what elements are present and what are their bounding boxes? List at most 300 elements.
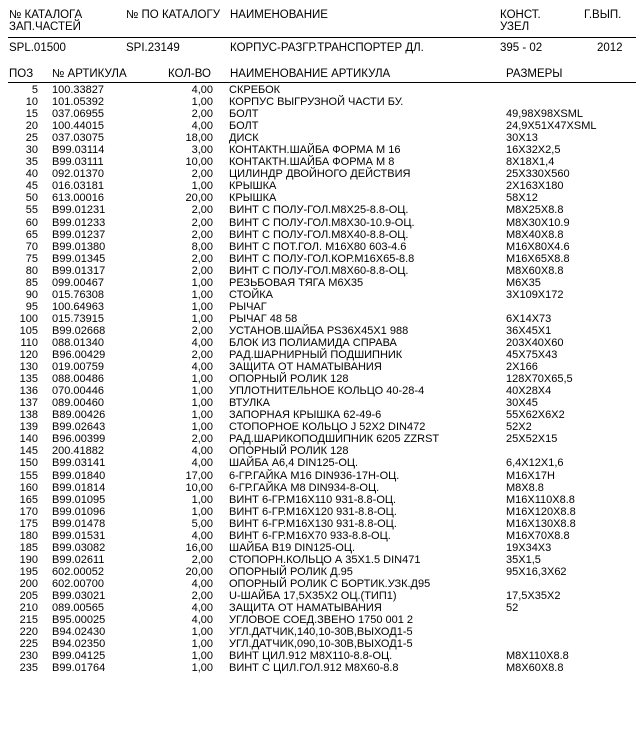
table-row <box>0 144 644 156</box>
row-article-number: 101.05392 <box>52 96 104 109</box>
row-article-number: B99.01478 <box>52 517 106 530</box>
row-pos: 220 <box>19 626 38 639</box>
table-row <box>0 180 644 192</box>
row-pos: 130 <box>19 361 38 374</box>
row-article-name: ВИНТ 6-ГР.М16X120 931-8.8-ОЦ. <box>229 505 397 518</box>
row-article-name: СКРЕБОК <box>229 84 281 96</box>
row-article-name: ДИСК <box>229 132 259 145</box>
row-pos: 160 <box>19 481 38 494</box>
row-quantity: 2,00 <box>191 589 213 602</box>
row-dimensions: M16X130X8.8 <box>506 517 576 530</box>
row-pos: 50 <box>25 192 38 205</box>
row-article-name: УПЛОТНИТЕЛЬНОЕ КОЛЬЦО 40-28-4 <box>229 385 425 398</box>
row-article-name: ОПОРНЫЙ РОЛИК Д.95 <box>229 565 353 578</box>
row-dimensions: 40X28X4 <box>506 385 552 398</box>
row-dimensions: 203X40X60 <box>506 336 564 349</box>
row-article-number: B99.03021 <box>52 589 106 602</box>
row-dimensions: M8X8.8 <box>506 481 544 494</box>
row-pos: 155 <box>19 469 38 482</box>
row-quantity: 1,00 <box>191 505 213 518</box>
row-quantity: 4,00 <box>191 84 213 96</box>
table-row <box>0 277 644 289</box>
row-pos: 60 <box>25 216 38 229</box>
row-article-name: ШАЙБА А6,4 DIN125-ОЦ. <box>229 457 359 470</box>
unit-value: 395 - 02 <box>500 42 543 54</box>
row-article-name: ВИНТ С ПОЛУ-ГОЛ.КОР.М16X65-8.8 <box>229 252 415 265</box>
row-quantity: 1,00 <box>191 421 213 434</box>
row-article-number: B99.01231 <box>52 204 106 217</box>
row-article-number: 037.06955 <box>52 108 104 121</box>
row-article-name: U-ШАЙБА 17,5X35X2 ОЦ.(ТИП1) <box>229 589 397 602</box>
row-quantity: 2,00 <box>191 216 213 229</box>
row-dimensions: 49,98X98XSML <box>506 108 584 121</box>
row-pos: 230 <box>19 650 38 663</box>
row-quantity: 18,00 <box>185 132 213 145</box>
table-row <box>0 662 644 674</box>
row-article-name: ВИНТ 6-ГР.М16X110 931-8.8-ОЦ. <box>229 493 397 506</box>
row-article-name: ШАЙБА B19 DIN125-ОЦ. <box>229 541 356 554</box>
row-pos: 30 <box>25 144 38 157</box>
unit-label: КОНСТ. УЗЕЛ <box>500 9 541 33</box>
row-quantity: 1,00 <box>191 385 213 398</box>
row-article-name: УСТАНОВ.ШАЙБА PS36X45X1 988 <box>229 324 409 337</box>
row-pos: 10 <box>25 96 38 109</box>
row-article-name: СТОПОРНОЕ КОЛЬЦО J 52X2 DIN472 <box>229 421 426 434</box>
row-dimensions: M8X40X8.8 <box>506 228 564 241</box>
row-article-name: ВИНТ С ПОЛУ-ГОЛ.М8X25-8.8-ОЦ. <box>229 204 409 217</box>
row-article-number: B99.01237 <box>52 228 106 241</box>
by-catalog-label: № ПО КАТАЛОГУ <box>126 9 220 21</box>
row-quantity: 4,00 <box>191 577 213 590</box>
row-article-number: 099.00467 <box>52 276 104 289</box>
row-dimensions: M8X25X8.8 <box>506 204 564 217</box>
row-quantity: 20,00 <box>185 192 213 205</box>
row-pos: 185 <box>19 541 38 554</box>
row-article-number: 089.00460 <box>52 397 104 410</box>
column-header-pos: ПОЗ <box>9 68 34 80</box>
table-row <box>0 421 644 433</box>
row-article-number: 200.41882 <box>52 445 104 458</box>
row-pos: 90 <box>25 288 38 301</box>
row-dimensions: 19X34X3 <box>506 541 552 554</box>
row-dimensions: 25X330X560 <box>506 168 570 181</box>
row-quantity: 5,00 <box>191 517 213 530</box>
row-dimensions: 2X163X180 <box>506 180 564 193</box>
row-article-name: 6-ГР.ГАЙКА М16 DIN936-17Н-ОЦ. <box>229 469 400 482</box>
row-quantity: 1,00 <box>191 638 213 651</box>
row-article-number: 088.00486 <box>52 373 104 386</box>
table-row <box>0 626 644 638</box>
row-dimensions: M16X65X8.8 <box>506 252 570 265</box>
table-row <box>0 590 644 602</box>
row-article-name: РЫЧАГ 48 58 <box>229 312 298 325</box>
row-article-name: ВИНТ ЦИЛ.912 М8X110-8.8-ОЦ. <box>229 650 393 663</box>
row-pos: 75 <box>25 252 38 265</box>
row-pos: 20 <box>25 120 38 133</box>
row-quantity: 4,00 <box>191 336 213 349</box>
row-article-name: ЦИЛИНДР ДВОЙНОГО ДЕЙСТВИЯ <box>229 168 411 181</box>
row-pos: 110 <box>20 336 38 349</box>
row-article-number: 015.73915 <box>52 312 104 325</box>
row-article-name: СТОЙКА <box>229 288 274 301</box>
row-pos: 180 <box>19 529 38 542</box>
table-row <box>0 578 644 590</box>
row-quantity: 1,00 <box>191 300 213 313</box>
row-article-number: B99.02668 <box>52 324 106 337</box>
row-pos: 35 <box>25 156 38 169</box>
row-article-name: ВИНТ С ПОЛУ-ГОЛ.М8X60-8.8-ОЦ. <box>229 264 409 277</box>
row-dimensions: M8X60X8.8 <box>506 264 564 277</box>
row-article-name: ОПОРНЫЙ РОЛИК С БОРТИК.УЗК.Д95 <box>229 577 431 590</box>
row-pos: 210 <box>19 602 38 615</box>
row-article-number: B99.01764 <box>52 662 106 675</box>
row-dimensions: M6X35 <box>506 276 541 289</box>
row-dimensions: 3X109X172 <box>506 288 564 301</box>
table-row <box>0 518 644 530</box>
row-pos: 55 <box>25 204 38 217</box>
row-article-number: B99.03114 <box>52 144 105 157</box>
table-row <box>0 229 644 241</box>
table-row <box>0 554 644 566</box>
row-article-name: КОНТАКТН.ШАЙБА ФОРМА М 8 <box>229 156 395 169</box>
row-dimensions: 52 <box>506 602 519 615</box>
row-article-number: B89.00426 <box>52 409 106 422</box>
row-quantity: 2,00 <box>191 204 213 217</box>
row-pos: 120 <box>19 349 38 362</box>
row-article-number: B99.01345 <box>52 252 106 265</box>
row-quantity: 17,00 <box>185 469 213 482</box>
table-row <box>0 361 644 373</box>
row-quantity: 4,00 <box>191 445 213 458</box>
row-dimensions: 58X12 <box>506 192 538 205</box>
row-dimensions: M8X30X10.9 <box>506 216 570 229</box>
row-article-number: B99.02643 <box>52 421 106 434</box>
row-article-name: СТОПОРН.КОЛЬЦО А 35X1.5 DIN471 <box>229 553 421 566</box>
table-row <box>0 168 644 180</box>
row-article-number: B99.01095 <box>52 493 106 506</box>
row-dimensions: M16X80X4.6 <box>506 240 570 253</box>
table-row <box>0 530 644 542</box>
row-pos: 100 <box>19 312 38 325</box>
row-pos: 175 <box>19 517 38 530</box>
table-row <box>0 602 644 614</box>
name-value: КОРПУС-РАЗГР.ТРАНСПОРТЕР ДЛ. <box>230 42 424 54</box>
catalog-number-label: № КАТАЛОГА ЗАП.ЧАСТЕЙ <box>9 9 83 33</box>
row-pos: 136 <box>19 385 38 398</box>
row-article-name: ВТУЛКА <box>229 397 270 410</box>
row-pos: 200 <box>19 577 38 590</box>
row-dimensions: 35X1,5 <box>506 553 541 566</box>
row-article-number: B99.01814 <box>52 481 106 494</box>
row-article-name: КОНТАКТН.ШАЙБА ФОРМА М 16 <box>229 144 401 157</box>
row-dimensions: 55X62X6X2 <box>506 409 565 422</box>
row-quantity: 1,00 <box>191 493 213 506</box>
table-row <box>0 253 644 265</box>
row-article-number: 100.33827 <box>52 84 104 96</box>
table-row <box>0 542 644 554</box>
row-pos: 45 <box>25 180 38 193</box>
row-quantity: 4,00 <box>191 457 213 470</box>
row-dimensions: M8X60X8.8 <box>506 662 564 675</box>
row-article-number: 019.00759 <box>52 361 104 374</box>
row-article-name: ВИНТ С ПОЛУ-ГОЛ.М8X30-10.9-ОЦ. <box>229 216 415 229</box>
row-pos: 140 <box>19 433 38 446</box>
row-quantity: 2,00 <box>191 553 213 566</box>
row-article-name: ОПОРНЫЙ РОЛИК 128 <box>229 445 349 458</box>
row-quantity: 4,00 <box>191 529 213 542</box>
row-pos: 105 <box>19 324 38 337</box>
row-quantity: 2,00 <box>191 252 213 265</box>
table-header-divider <box>8 82 636 83</box>
row-article-name: БОЛТ <box>229 108 259 121</box>
row-dimensions: M16X17H <box>506 469 555 482</box>
row-pos: 195 <box>19 565 38 578</box>
row-pos: 145 <box>19 445 38 458</box>
row-article-number: 037.03075 <box>52 132 104 145</box>
table-row <box>0 301 644 313</box>
row-article-name: УГЛОВОЕ СОЕД.ЗВЕНО 1750 001 2 <box>229 614 414 627</box>
row-dimensions: 52X2 <box>506 421 532 434</box>
row-article-name: БОЛТ <box>229 120 259 133</box>
column-header-size: РАЗМЕРЫ <box>506 68 563 80</box>
row-quantity: 2,00 <box>191 168 213 181</box>
table-row <box>0 409 644 421</box>
row-article-name: ЗАПОРНАЯ КРЫШКА 62-49-6 <box>229 409 382 422</box>
row-pos: 190 <box>19 553 38 566</box>
row-dimensions: 24,9X51X47XSML <box>506 120 597 133</box>
table-row <box>0 120 644 132</box>
row-dimensions: 8X18X1,4 <box>506 156 555 169</box>
column-header-qty: КОЛ-ВО <box>168 68 211 80</box>
row-article-name: КОРПУС ВЫГРУЗНОЙ ЧАСТИ БУ. <box>229 96 404 109</box>
row-article-number: B94.02350 <box>52 638 106 651</box>
table-row <box>0 506 644 518</box>
row-pos: 215 <box>19 614 38 627</box>
row-pos: 150 <box>19 457 38 470</box>
row-article-number: 613.00016 <box>52 192 104 205</box>
table-row <box>0 204 644 216</box>
row-quantity: 1,00 <box>191 409 213 422</box>
row-dimensions: 95X16,3X62 <box>506 565 567 578</box>
row-dimensions: 6X14X73 <box>506 312 552 325</box>
row-quantity: 10,00 <box>185 481 213 494</box>
row-quantity: 2,00 <box>191 228 213 241</box>
row-quantity: 2,00 <box>191 433 213 446</box>
row-article-number: B94.02430 <box>52 626 106 639</box>
row-dimensions: M16X70X8.8 <box>506 529 570 542</box>
row-article-number: B96.00399 <box>52 433 106 446</box>
row-quantity: 1,00 <box>191 96 213 109</box>
table-row <box>0 156 644 168</box>
year-value: 2012 <box>597 42 623 54</box>
row-quantity: 1,00 <box>191 397 213 410</box>
row-article-name: УГЛ.ДАТЧИК,140,10-30В,ВЫХОД1-5 <box>229 626 413 639</box>
row-quantity: 1,00 <box>191 180 213 193</box>
row-article-number: 070.00446 <box>52 385 104 398</box>
by-catalog-value: SPI.23149 <box>126 42 180 54</box>
row-pos: 15 <box>25 108 38 121</box>
row-article-number: B99.01096 <box>52 505 106 518</box>
row-article-name: ВИНТ С ПОТ.ГОЛ. М16X80 603-4.6 <box>229 240 407 253</box>
row-article-name: РЕЗЬБОВАЯ ТЯГА М6X35 <box>229 276 364 289</box>
row-quantity: 1,00 <box>191 276 213 289</box>
row-article-name: ЗАЩИТА ОТ НАМАТЫВАНИЯ <box>229 361 382 374</box>
row-pos: 135 <box>19 373 38 386</box>
row-pos: 25 <box>25 132 38 145</box>
row-pos: 70 <box>25 240 38 253</box>
row-pos: 95 <box>25 300 38 313</box>
row-quantity: 4,00 <box>191 120 213 133</box>
row-quantity: 1,00 <box>191 373 213 386</box>
row-pos: 80 <box>25 264 38 277</box>
table-row <box>0 373 644 385</box>
row-article-number: 100.64963 <box>52 300 104 313</box>
row-article-number: B99.01380 <box>52 240 106 253</box>
table-row <box>0 457 644 469</box>
row-article-number: B99.03141 <box>52 457 106 470</box>
row-article-number: B96.00429 <box>52 349 106 362</box>
row-article-number: 100.44015 <box>52 120 104 133</box>
table-row <box>0 397 644 409</box>
table-row <box>0 638 644 650</box>
row-quantity: 2,00 <box>191 349 213 362</box>
table-row <box>0 337 644 349</box>
table-row <box>0 313 644 325</box>
table-row <box>0 241 644 253</box>
row-pos: 85 <box>25 276 38 289</box>
header-divider <box>8 37 636 38</box>
row-quantity: 4,00 <box>191 602 213 615</box>
row-dimensions: M8X110X8.8 <box>506 650 569 663</box>
row-article-name: ВИНТ С ПОЛУ-ГОЛ.М8X40-8.8-ОЦ. <box>229 228 409 241</box>
row-pos: 137 <box>19 397 38 410</box>
row-dimensions: M16X110X8.8 <box>506 493 575 506</box>
row-pos: 235 <box>19 662 38 675</box>
row-article-number: B99.02611 <box>52 553 105 566</box>
table-row <box>0 566 644 578</box>
row-pos: 5 <box>31 84 38 96</box>
row-article-number: 089.00565 <box>52 602 104 615</box>
row-quantity: 2,00 <box>191 324 213 337</box>
table-row <box>0 614 644 626</box>
row-quantity: 4,00 <box>191 614 213 627</box>
row-article-name: БЛОК ИЗ ПОЛИАМИДА СПРАВА <box>229 336 397 349</box>
row-article-name: ВИНТ 6-ГР.М16X130 931-8.8-ОЦ. <box>229 517 397 530</box>
row-article-name: УГЛ.ДАТЧИК,090,10-30В,ВЫХОД1-5 <box>229 638 413 651</box>
name-label: НАИМЕНОВАНИЕ <box>230 9 328 21</box>
row-article-number: B99.04125 <box>52 650 106 663</box>
row-dimensions: 6,4X12X1,6 <box>506 457 564 470</box>
row-article-number: B99.01840 <box>52 469 106 482</box>
table-row <box>0 385 644 397</box>
table-row <box>0 108 644 120</box>
row-article-number: 602.00052 <box>52 565 104 578</box>
row-dimensions: 45X75X43 <box>506 349 558 362</box>
table-row <box>0 494 644 506</box>
table-row <box>0 265 644 277</box>
row-quantity: 10,00 <box>185 156 213 169</box>
table-row <box>0 650 644 662</box>
table-row <box>0 470 644 482</box>
table-row <box>0 325 644 337</box>
table-row <box>0 349 644 361</box>
row-article-name: ВИНТ С ЦИЛ.ГОЛ.912 М8X60-8.8 <box>229 662 399 675</box>
row-article-name: ОПОРНЫЙ РОЛИК 128 <box>229 373 349 386</box>
row-pos: 139 <box>19 421 38 434</box>
row-dimensions: 30X45 <box>506 397 538 410</box>
row-dimensions: 17,5X35X2 <box>506 589 561 602</box>
row-article-name: КРЫШКА <box>229 192 277 205</box>
row-dimensions: M16X120X8.8 <box>506 505 576 518</box>
row-quantity: 16,00 <box>185 541 213 554</box>
table-row <box>0 217 644 229</box>
row-quantity: 1,00 <box>191 662 213 675</box>
table-row <box>0 445 644 457</box>
row-quantity: 1,00 <box>191 288 213 301</box>
row-article-name: РАД.ШАРНИРНЫЙ ПОДШИПНИК <box>229 349 403 362</box>
row-article-number: B99.01531 <box>52 529 106 542</box>
row-article-number: B99.01317 <box>52 264 106 277</box>
row-pos: 225 <box>19 638 38 651</box>
table-row <box>0 132 644 144</box>
row-quantity: 3,00 <box>191 144 213 157</box>
row-dimensions: 128X70X65,5 <box>506 373 573 386</box>
row-article-number: 016.03181 <box>52 180 104 193</box>
row-quantity: 2,00 <box>191 108 213 121</box>
row-quantity: 1,00 <box>191 650 213 663</box>
table-row <box>0 84 644 96</box>
row-article-name: 6-ГР.ГАЙКА М8 DIN934-8-ОЦ. <box>229 481 380 494</box>
table-row <box>0 433 644 445</box>
table-row <box>0 482 644 494</box>
row-quantity: 20,00 <box>185 565 213 578</box>
row-article-name: РАД.ШАРИКОПОДШИПНИК 6205 ZZRST <box>229 433 440 446</box>
table-row <box>0 96 644 108</box>
row-article-number: B95.00025 <box>52 614 106 627</box>
row-pos: 40 <box>25 168 38 181</box>
row-pos: 65 <box>25 228 38 241</box>
row-quantity: 8,00 <box>191 240 213 253</box>
row-dimensions: 16X32X2,5 <box>506 144 561 157</box>
table-row <box>0 192 644 204</box>
row-quantity: 4,00 <box>191 361 213 374</box>
column-header-article: № АРТИКУЛА <box>52 68 127 80</box>
row-pos: 205 <box>19 589 38 602</box>
row-dimensions: 25X52X15 <box>506 433 558 446</box>
row-article-number: B99.03111 <box>52 156 104 169</box>
row-pos: 165 <box>19 493 38 506</box>
column-header-name: НАИМЕНОВАНИЕ АРТИКУЛА <box>230 68 391 80</box>
row-dimensions: 36X45X1 <box>506 324 552 337</box>
row-article-number: 015.76308 <box>52 288 104 301</box>
row-article-name: РЫЧАГ <box>229 300 267 313</box>
row-dimensions: 30X13 <box>506 132 538 145</box>
row-article-number: B99.01233 <box>52 216 106 229</box>
row-pos: 138 <box>19 409 38 422</box>
catalog-number-value: SPL.01500 <box>9 42 66 54</box>
parts-table <box>0 84 644 674</box>
row-article-number: 092.01370 <box>52 168 104 181</box>
row-quantity: 1,00 <box>191 626 213 639</box>
row-article-number: 602.00700 <box>52 577 104 590</box>
year-label: Г.ВЫП. <box>584 9 622 21</box>
row-article-number: B99.03082 <box>52 541 106 554</box>
row-article-number: 088.01340 <box>52 336 104 349</box>
table-row <box>0 289 644 301</box>
row-article-name: ЗАЩИТА ОТ НАМАТЫВАНИЯ <box>229 602 382 615</box>
row-quantity: 1,00 <box>191 312 213 325</box>
row-dimensions: 2X166 <box>506 361 538 374</box>
